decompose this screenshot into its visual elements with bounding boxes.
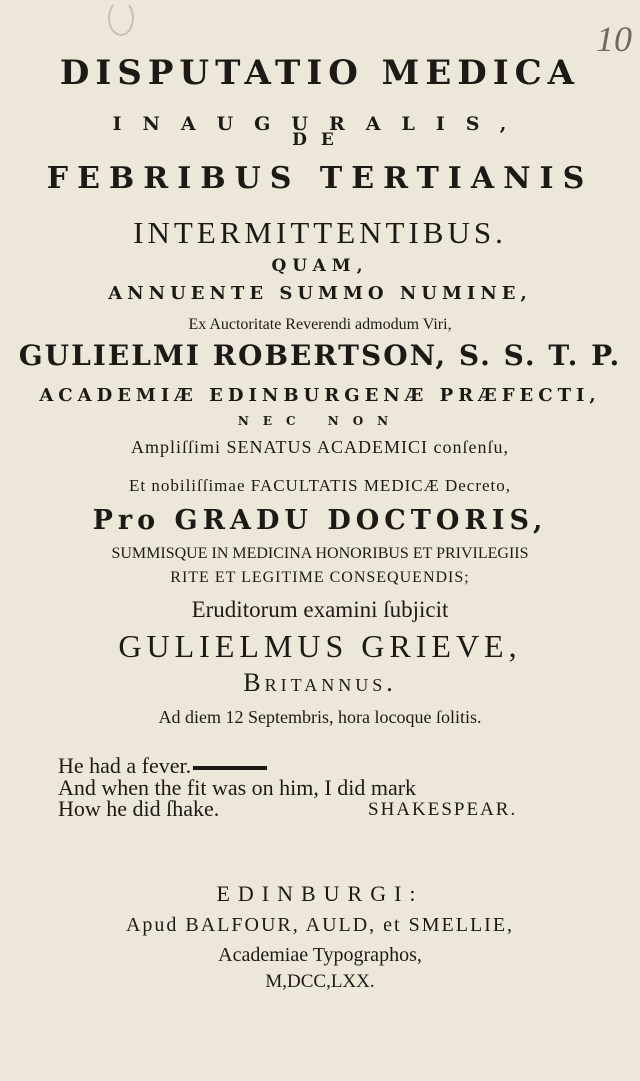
author-name-line: GULIELMUS GRIEVE, xyxy=(118,628,522,664)
title-de: DE xyxy=(292,130,348,150)
ad-diem-line: Ad diem 12 Septembris, hora locoque ſolitis. xyxy=(158,707,482,727)
page-corner-number: 10 xyxy=(596,19,632,59)
title-intermittentibus: INTERMITTENTIBUS. xyxy=(133,215,507,250)
academiae-line: ACADEMIÆ EDINBURGENÆ PRÆFECTI, xyxy=(39,385,601,406)
imprint-printers: Apud BALFOUR, AULD, et SMELLIE, xyxy=(125,914,515,936)
annuente-line: ANNUENTE SUMMO NUMINE, xyxy=(108,283,532,304)
nec-non-line: NEC NON xyxy=(237,414,403,428)
title-inauguralis: INAUGURALIS, xyxy=(112,113,528,135)
rector-name-line: GULIELMI ROBERTSON, S. S. T. P. xyxy=(18,339,622,372)
quam-line: QUAM, xyxy=(271,256,369,276)
epigraph-line-1 xyxy=(58,755,618,777)
britannus-line: Britannus. xyxy=(243,668,397,697)
epigraph-text-1: He had a fever. xyxy=(58,753,192,778)
summisque-line: SUMMISQUE IN MEDICINA HONORIBUS ET PRIVILEGIIS xyxy=(111,545,529,562)
imprint-role: Academiae Typographos, xyxy=(218,944,422,966)
epigraph-text-3: How he did ſhake. xyxy=(58,796,220,821)
ink-blot-mark xyxy=(108,0,134,36)
imprint-city: EDINBURGI: xyxy=(216,881,424,906)
imprint-year: M,DCC,LXX. xyxy=(265,971,375,992)
title-disputatio-medica: DISPUTATIO MEDICA xyxy=(59,53,581,93)
epigraph-line-2: And when the fit was on him, I did mark xyxy=(58,775,417,800)
pro-gradu-line: Pro GRADU DOCTORIS, xyxy=(92,505,548,536)
ex-auctoritate-line: Ex Auctoritate Reverendi admodum Viri, xyxy=(188,316,452,333)
rite-line: RITE ET LEGITIME CONSEQUENDIS; xyxy=(170,569,470,586)
nobilissimae-line: Et nobiliſſimae FACULTATIS MEDICÆ Decreto, xyxy=(128,476,512,495)
eruditorum-line: Eruditorum examini ſubjicit xyxy=(191,597,449,622)
epigraph-attribution: SHAKESPEAR. xyxy=(368,799,518,820)
epigraph-dash xyxy=(193,766,267,770)
epigraph-line-3 xyxy=(58,798,618,820)
title-febribus-tertianis: FEBRIBUS TERTIANIS xyxy=(46,161,594,196)
amplissimi-line: Ampliſſimi SENATUS ACADEMICI conſenſu, xyxy=(130,437,509,457)
